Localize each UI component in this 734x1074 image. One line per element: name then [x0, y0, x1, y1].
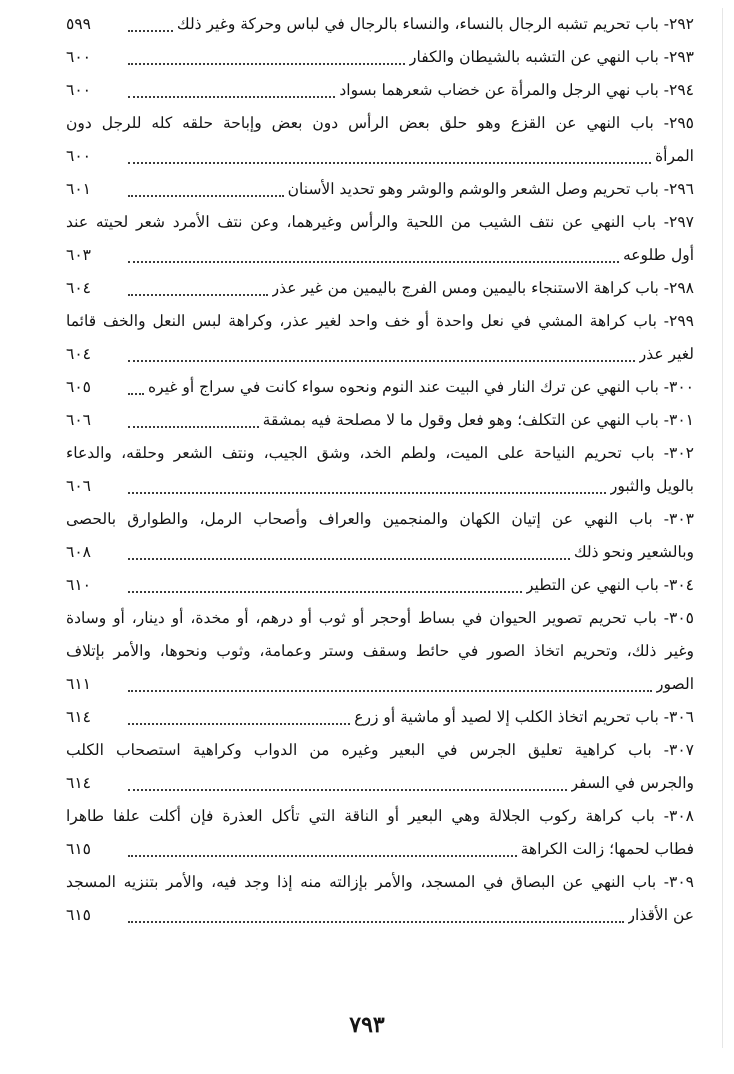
- toc-entry-line: ٢٩٧- باب النهي عن نتف الشيب من اللحية والرأس وغيرهما، وعن نتف الأمرد شعر لحيته عند: [66, 213, 694, 231]
- toc-page-number: ٦١٥: [66, 840, 91, 858]
- toc-entry-title: المرأة: [655, 147, 694, 165]
- toc-entry-title: لغير عذر: [638, 345, 694, 363]
- toc-entry-final-line: [66, 536, 694, 569]
- margin-rule: [722, 8, 723, 1048]
- toc-entry-final-line: [66, 668, 694, 701]
- toc-entry-title: عن الأقذار: [627, 906, 694, 924]
- toc-page-number: ٦٠٠: [66, 48, 91, 66]
- dot-leader: [128, 557, 570, 560]
- toc-entry: [66, 305, 694, 371]
- toc-entry-title: ٢٩٤- باب نهي الرجل والمرأة عن خضاب شعرهما بسواد: [339, 81, 694, 99]
- toc-entry-title: ٣٠٦- باب تحريم اتخاذ الكلب إلا لصيد أو ماشية أو زرع: [354, 708, 694, 726]
- toc-entry: [66, 107, 694, 173]
- toc-entry: [66, 41, 694, 74]
- toc-entry: [66, 404, 694, 437]
- toc-entry-final-line: [66, 239, 694, 272]
- dot-leader: [128, 62, 405, 65]
- toc-entry-line: ٣٠٧- باب كراهية تعليق الجرس في البعير وغيره من الدواب وكراهية استصحاب الكلب: [66, 741, 694, 759]
- toc-entry-final-line: [66, 338, 694, 371]
- toc-entry-final-line: [66, 74, 694, 107]
- toc-entry-title: الصور: [656, 675, 694, 693]
- toc-entry-title: بالويل والثبور: [609, 477, 694, 495]
- toc-entry-line: ٢٩٩- باب كراهة المشي في نعل واحدة أو خف واحد لغير عذر، وكراهة لبس النعل والخف قائما: [66, 312, 694, 330]
- toc-entry-title: والجرس في السفر: [570, 774, 694, 792]
- dot-leader: [128, 260, 619, 263]
- dot-leader: [128, 293, 268, 296]
- dot-leader: [128, 788, 567, 791]
- toc-entry-title: فطاب لحمها؛ زالت الكراهة: [520, 840, 694, 858]
- toc-entry: [66, 503, 694, 569]
- dot-leader: [128, 689, 652, 692]
- toc-page-number: ٦٠٦: [66, 477, 91, 495]
- toc-entry: [66, 569, 694, 602]
- toc-entry: [66, 701, 694, 734]
- toc-page-number: ٦٠٥: [66, 378, 91, 396]
- toc-page-number: ٦١٥: [66, 906, 91, 924]
- toc-entry: [66, 173, 694, 206]
- toc-entry-line: وغير ذلك، وتحريم اتخاذ الصور في حائط وسقف وستر وعمامة، وثوب ونحوها، والأمر بإتلاف: [66, 642, 694, 660]
- toc-entry: [66, 8, 694, 41]
- toc-entry: [66, 272, 694, 305]
- toc-page-number: ٦١٤: [66, 774, 91, 792]
- toc-entry-final-line: [66, 140, 694, 173]
- toc-entry-title: ٢٩٨- باب كراهة الاستنجاء باليمين ومس الفرج باليمين من غير عذر: [271, 279, 694, 297]
- toc-page-number: ٥٩٩: [66, 15, 91, 33]
- toc-entry-line: ٢٩٥- باب النهي عن القزع وهو حلق بعض الرأس دون بعض وإباحة حلقه كله للرجل دون: [66, 114, 694, 132]
- toc-page-number: ٦٠٤: [66, 345, 91, 363]
- toc-entry-line: ٣٠٨- باب كراهة ركوب الجلالة وهي البعير أو الناقة التي تأكل العذرة فإن أكلت علفا طاهرا: [66, 807, 694, 825]
- toc-page-number: ٦٠٦: [66, 411, 91, 429]
- page-number: ٧٩٣: [349, 1012, 385, 1038]
- toc-entry-line: ٣٠٩- باب النهي عن البصاق في المسجد، والأمر بإزالته منه إذا وجد فيه، والأمر بتنزيه المسجد: [66, 873, 694, 891]
- toc-page-number: ٦٠١: [66, 180, 91, 198]
- toc-entry-title: ٣٠٤- باب النهي عن التطير: [525, 576, 694, 594]
- toc-entry: [66, 602, 694, 701]
- toc-entry-line: ٣٠٣- باب النهي عن إتيان الكهان والمنجمين والعراف وأصحاب الرمل، والطوارق بالحصى: [66, 510, 694, 528]
- toc-entry-final-line: [66, 767, 694, 800]
- dot-leader: [128, 161, 651, 164]
- toc-entry-final-line: [66, 833, 694, 866]
- toc-entry: [66, 206, 694, 272]
- table-of-contents: [66, 8, 694, 932]
- toc-entry: [66, 866, 694, 932]
- toc-entry-final-line: [66, 404, 694, 437]
- toc-entry: [66, 437, 694, 503]
- toc-entry-final-line: [66, 41, 694, 74]
- toc-entry-title: وبالشعير ونحو ذلك: [573, 543, 694, 561]
- toc-entry: [66, 734, 694, 800]
- dot-leader: [128, 194, 284, 197]
- dot-leader: [128, 359, 635, 362]
- toc-entry-final-line: [66, 470, 694, 503]
- dot-leader: [128, 425, 259, 428]
- dot-leader: [128, 95, 335, 98]
- toc-entry-title: ٣٠١- باب النهي عن التكلف؛ وهو فعل وقول ما لا مصلحة فيه بمشقة: [262, 411, 694, 429]
- dot-leader: [128, 491, 606, 494]
- toc-page-number: ٦١٠: [66, 576, 91, 594]
- toc-entry-final-line: [66, 371, 694, 404]
- toc-page-number: ٦٠٠: [66, 147, 91, 165]
- toc-page-number: ٦٠٤: [66, 279, 91, 297]
- toc-entry-line: ٣٠٥- باب تحريم تصوير الحيوان في بساط أوحجر أو ثوب أو درهم، أو مخدة، أو دينار، أو وسادة: [66, 609, 694, 627]
- toc-page-number: ٦٠٠: [66, 81, 91, 99]
- dot-leader: [128, 854, 517, 857]
- toc-entry-final-line: [66, 8, 694, 41]
- toc-entry: [66, 800, 694, 866]
- toc-entry-line: ٣٠٢- باب تحريم النياحة على الميت، ولطم الخد، وشق الجيب، ونتف الشعر وحلقه، والدعاء: [66, 444, 694, 462]
- toc-entry-title: أول طلوعه: [622, 246, 694, 264]
- toc-entry-title: ٣٠٠- باب النهي عن ترك النار في البيت عند النوم ونحوه سواء كانت في سراج أو غيره: [148, 378, 694, 396]
- dot-leader: [128, 590, 522, 593]
- dot-leader: [128, 29, 173, 32]
- dot-leader: [128, 392, 144, 395]
- toc-page-number: ٦٠٣: [66, 246, 91, 264]
- toc-entry-final-line: [66, 173, 694, 206]
- toc-entry-title: ٢٩٢- باب تحريم تشبه الرجال بالنساء، والنساء بالرجال في لباس وحركة وغير ذلك: [176, 15, 694, 33]
- toc-page-number: ٦١١: [66, 675, 91, 693]
- toc-entry: [66, 371, 694, 404]
- toc-entry-title: ٢٩٦- باب تحريم وصل الشعر والوشم والوشر وهو تحديد الأسنان: [287, 180, 694, 198]
- toc-entry-title: ٢٩٣- باب النهي عن التشبه بالشيطان والكفار: [409, 48, 694, 66]
- toc-entry-final-line: [66, 899, 694, 932]
- dot-leader: [128, 722, 350, 725]
- toc-entry: [66, 74, 694, 107]
- toc-page-number: ٦١٤: [66, 708, 91, 726]
- toc-entry-final-line: [66, 272, 694, 305]
- toc-page-number: ٦٠٨: [66, 543, 91, 561]
- dot-leader: [128, 920, 624, 923]
- toc-entry-final-line: [66, 701, 694, 734]
- toc-entry-final-line: [66, 569, 694, 602]
